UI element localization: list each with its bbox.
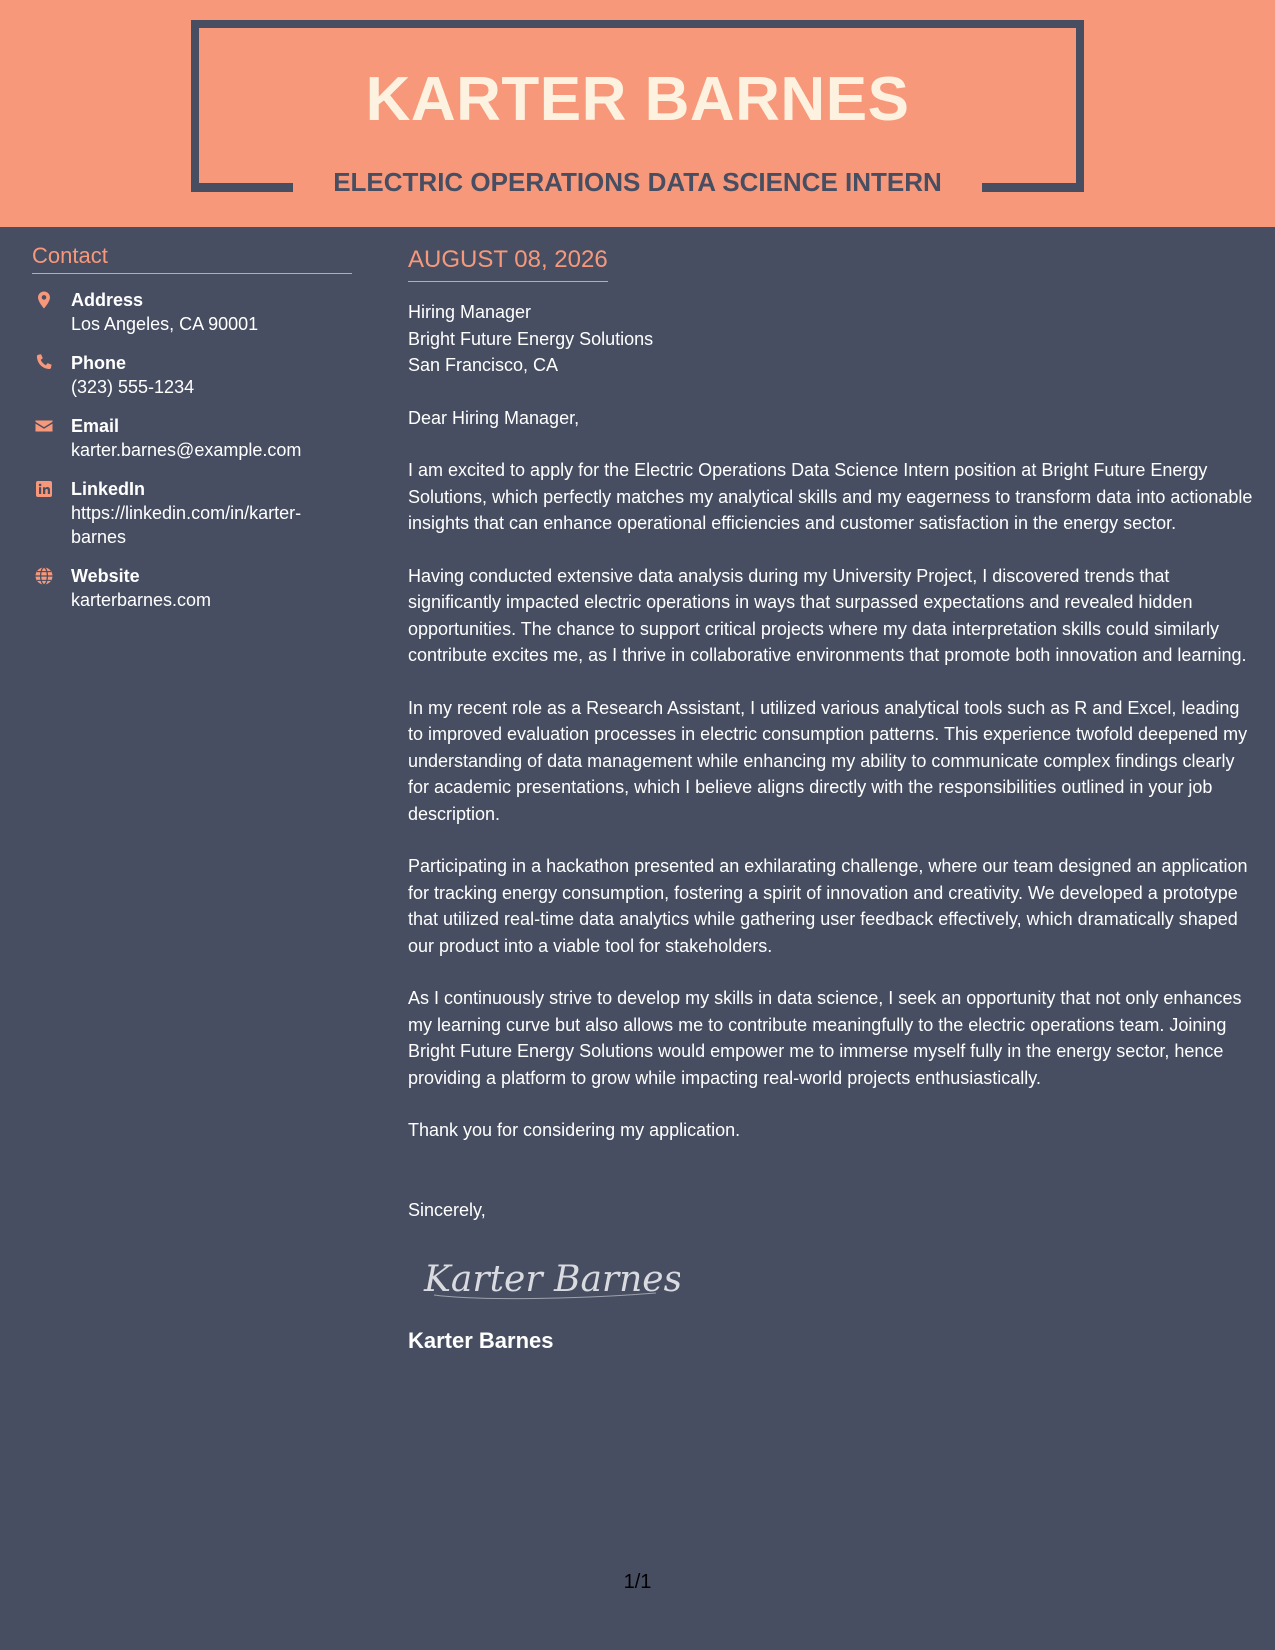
- contact-value-phone: (323) 555-1234: [71, 377, 195, 397]
- job-title: ELECTRIC OPERATIONS DATA SCIENCE INTERN: [333, 167, 942, 197]
- contact-label-phone: Phone: [71, 353, 127, 373]
- signature-image: [420, 1249, 680, 1309]
- contact-item-address: [32, 288, 352, 336]
- contact-label-address: Address: [71, 290, 144, 310]
- contact-value-linkedin[interactable]: https://linkedin.com/in/karter-barnes: [71, 503, 302, 547]
- contact-item-email: [32, 414, 352, 462]
- recipient-company: Bright Future Energy Solutions: [408, 328, 654, 349]
- letter-body: [408, 245, 1253, 1355]
- phone-icon: [34, 353, 54, 373]
- contact-sidebar: [32, 242, 352, 627]
- globe-icon: [34, 566, 54, 586]
- letter-paragraph: As I continuously strive to develop my skills in data science, I seek an opportunity that not only enhances my learning curve but also allows me to contribute meaningfully to the electric operations team. Joining Bright Future Energy Solutions would empower me to immerse myself fully in the energy sector, hence providing a platform to grow while impacting real-world projects enthusiastically.: [408, 988, 1242, 1088]
- candidate-name: KARTER BARNES: [365, 65, 910, 134]
- letter-paragraph: In my recent role as a Research Assistant, I utilized various analytical tools such as R and Excel, leading to improved evaluation processes in electric consumption patterns. This experience twofold deepened my understanding of data management while enhancing my ability to communicate complex findings clearly for academic presentations, which I believe aligns directly with the responsibilities outlined in your job description.: [408, 697, 1248, 824]
- envelope-icon: [34, 416, 54, 436]
- thank-you-line: Thank you for considering my application.: [408, 1120, 741, 1140]
- linkedin-icon: [34, 479, 54, 499]
- letter-date: AUGUST 08, 2026: [408, 245, 608, 282]
- salutation: Dear Hiring Manager,: [408, 407, 580, 428]
- contact-item-phone: [32, 351, 352, 399]
- contact-item-linkedin: [32, 477, 352, 549]
- contact-value-website[interactable]: karterbarnes.com: [71, 590, 212, 610]
- recipient-location: San Francisco, CA: [408, 355, 559, 375]
- contact-label-linkedin: LinkedIn: [71, 479, 146, 499]
- header-banner: [0, 0, 1275, 227]
- contact-label-website: Website: [71, 566, 140, 586]
- letter-paragraph: Participating in a hackathon presented an exhilarating challenge, where our team designed an application for tracking energy consumption, fostering a spirit of innovation and creativity. We developed a prototype that utilized real-time data analytics while gathering user feedback effectively, which dramatically shaped our product into a viable tool for stakeholders.: [408, 856, 1248, 956]
- letter-paragraph: I am excited to apply for the Electric Operations Data Science Intern position at Bright Future Energy Solutions, which perfectly matches my analytical skills and my eagerness to transform data into actionable insights that can enhance operational efficiencies and customer satisfaction in the energy sector.: [408, 460, 1253, 533]
- map-pin-icon: [34, 290, 54, 310]
- contact-item-website: [32, 564, 352, 612]
- recipient-name: Hiring Manager: [408, 302, 532, 322]
- page-number: 1/1: [623, 1571, 652, 1593]
- contact-label-email: Email: [71, 416, 120, 436]
- letter-paragraph: Having conducted extensive data analysis during my University Project, I discovered trends that significantly impacted electric operations in ways that surpassed expectations and revealed hidden opportunities. The chance to support critical projects where my data interpretation skills could similarly contribute excites me, as I thrive in collaborative environments that promote both innovation and learning.: [408, 565, 1247, 665]
- contact-heading: Contact: [32, 242, 352, 274]
- signer-name: Karter Barnes: [408, 1327, 554, 1353]
- closing-line: Sincerely,: [408, 1199, 486, 1220]
- contact-value-address: Los Angeles, CA 90001: [71, 314, 259, 334]
- recipient-block: [408, 299, 1253, 379]
- signature-text: Karter Barnes: [424, 1259, 680, 1300]
- contact-value-email[interactable]: karter.barnes@example.com: [71, 440, 302, 460]
